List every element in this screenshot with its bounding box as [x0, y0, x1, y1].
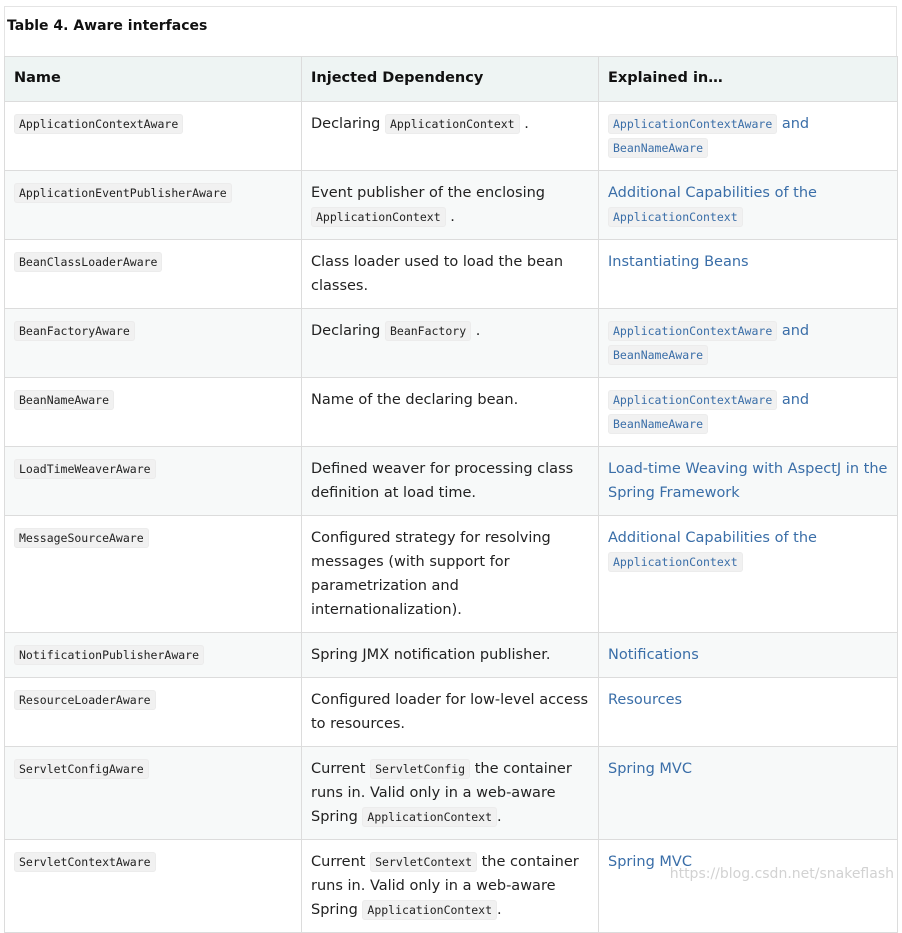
cell-explained [599, 747, 898, 840]
link-code[interactable]: ApplicationContextAware [608, 321, 777, 341]
table-row [5, 840, 898, 933]
dep-text: Spring JMX notification publisher. [311, 647, 551, 663]
interface-name: MessageSourceAware [14, 528, 149, 548]
explained-link[interactable]: Spring MVC [608, 854, 692, 870]
cell-name [5, 102, 302, 171]
dep-text: Class loader used to load the bean classes. [311, 254, 564, 294]
explained-link[interactable]: Resources [608, 692, 683, 708]
header-explained-in: Explained in… [599, 57, 898, 102]
interface-name: BeanNameAware [14, 390, 114, 410]
cell-explained [599, 240, 898, 309]
cell-explained [599, 309, 898, 378]
table-row [5, 240, 898, 309]
cell-name [5, 747, 302, 840]
link-text[interactable]: and [781, 323, 810, 339]
link-code[interactable]: ApplicationContextAware [608, 390, 777, 410]
link-code[interactable]: ApplicationContext [608, 207, 743, 227]
cell-dependency [302, 378, 599, 447]
interface-name: ServletContextAware [14, 852, 156, 872]
interface-name: BeanClassLoaderAware [14, 252, 162, 272]
link-text[interactable]: and [781, 116, 810, 132]
cell-dependency [302, 516, 599, 633]
link-code[interactable]: ApplicationContextAware [608, 114, 777, 134]
cell-name [5, 240, 302, 309]
link-code[interactable]: BeanNameAware [608, 414, 708, 434]
cell-dependency [302, 678, 599, 747]
dep-text: . [524, 116, 529, 132]
dep-text: Event publisher of the enclosing [311, 185, 545, 201]
explained-link[interactable] [608, 392, 809, 432]
dep-text: Current [311, 854, 366, 870]
dep-text: the container runs in. Valid only in a web-aware Spring [311, 854, 579, 918]
explained-link[interactable] [608, 116, 809, 156]
header-name: Name [5, 57, 302, 102]
table-row [5, 747, 898, 840]
explained-link[interactable] [608, 530, 817, 570]
dep-code: ApplicationContext [362, 807, 497, 827]
cell-dependency [302, 447, 599, 516]
dep-code: ApplicationContext [385, 114, 520, 134]
cell-name [5, 309, 302, 378]
dep-text: . [450, 209, 455, 225]
cell-explained [599, 516, 898, 633]
cell-name [5, 378, 302, 447]
cell-dependency [302, 102, 599, 171]
aware-interfaces-table-block [4, 6, 897, 933]
dep-code: ServletConfig [370, 759, 470, 779]
explained-link[interactable]: Load-time Weaving with AspectJ in the Spring Framework [608, 461, 888, 501]
aware-interfaces-table [4, 56, 898, 933]
cell-name [5, 633, 302, 678]
dep-text: Configured loader for low-level access to resources. [311, 692, 589, 732]
dep-text: . [497, 809, 502, 825]
dep-text: Name of the declaring bean. [311, 392, 519, 408]
interface-name: ApplicationContextAware [14, 114, 183, 134]
dep-text: Declaring [311, 116, 381, 132]
cell-dependency [302, 633, 599, 678]
link-text[interactable]: and [781, 392, 810, 408]
link-code[interactable]: ApplicationContext [608, 552, 743, 572]
link-code[interactable]: BeanNameAware [608, 345, 708, 365]
explained-link[interactable] [608, 323, 809, 363]
cell-name [5, 840, 302, 933]
interface-name: ApplicationEventPublisherAware [14, 183, 232, 203]
cell-name [5, 516, 302, 633]
dep-code: ApplicationContext [362, 900, 497, 920]
cell-explained [599, 633, 898, 678]
cell-dependency [302, 240, 599, 309]
interface-name: ResourceLoaderAware [14, 690, 156, 710]
dep-text: . [475, 323, 481, 339]
link-text[interactable]: Additional Capabilities of the [608, 530, 817, 546]
table-row [5, 102, 898, 171]
interface-name: ServletConfigAware [14, 759, 149, 779]
header-injected-dependency: Injected Dependency [302, 57, 599, 102]
cell-dependency [302, 309, 599, 378]
cell-explained [599, 447, 898, 516]
cell-dependency [302, 747, 599, 840]
dep-text: Defined weaver for processing class definition at load time. [311, 461, 574, 501]
interface-name: BeanFactoryAware [14, 321, 135, 341]
dep-code: BeanFactory [385, 321, 471, 341]
cell-explained [599, 840, 898, 933]
dep-text: the container runs in. Valid only in a web-aware Spring [311, 761, 572, 825]
interface-name: NotificationPublisherAware [14, 645, 204, 665]
dep-code: ApplicationContext [311, 207, 446, 227]
cell-dependency [302, 171, 599, 240]
table-row [5, 171, 898, 240]
header-row [5, 57, 898, 102]
cell-name [5, 678, 302, 747]
dep-text: . [497, 902, 502, 918]
dep-text: Declaring [311, 323, 381, 339]
dep-text: Current [311, 761, 366, 777]
cell-explained [599, 171, 898, 240]
cell-name [5, 447, 302, 516]
dep-code: ServletContext [370, 852, 477, 872]
table-caption: Table 4. Aware interfaces [4, 6, 897, 56]
cell-dependency [302, 840, 599, 933]
cell-explained [599, 678, 898, 747]
table-row [5, 516, 898, 633]
link-code[interactable]: BeanNameAware [608, 138, 708, 158]
explained-link[interactable]: Notifications [608, 647, 699, 663]
cell-explained [599, 378, 898, 447]
cell-explained [599, 102, 898, 171]
table-row [5, 447, 898, 516]
table-row [5, 378, 898, 447]
interface-name: LoadTimeWeaverAware [14, 459, 156, 479]
explained-link[interactable]: Instantiating Beans [608, 254, 749, 270]
explained-link[interactable]: Spring MVC [608, 761, 692, 777]
table-row [5, 309, 898, 378]
table-row [5, 633, 898, 678]
table-row [5, 678, 898, 747]
explained-link[interactable] [608, 185, 817, 225]
dep-text: Configured strategy for resolving messages (with support for parametrization and internationalization). [311, 530, 551, 618]
cell-name [5, 171, 302, 240]
link-text[interactable]: Additional Capabilities of the [608, 185, 817, 201]
watermark: https://blog.csdn.net/snakeflash [669, 866, 894, 882]
